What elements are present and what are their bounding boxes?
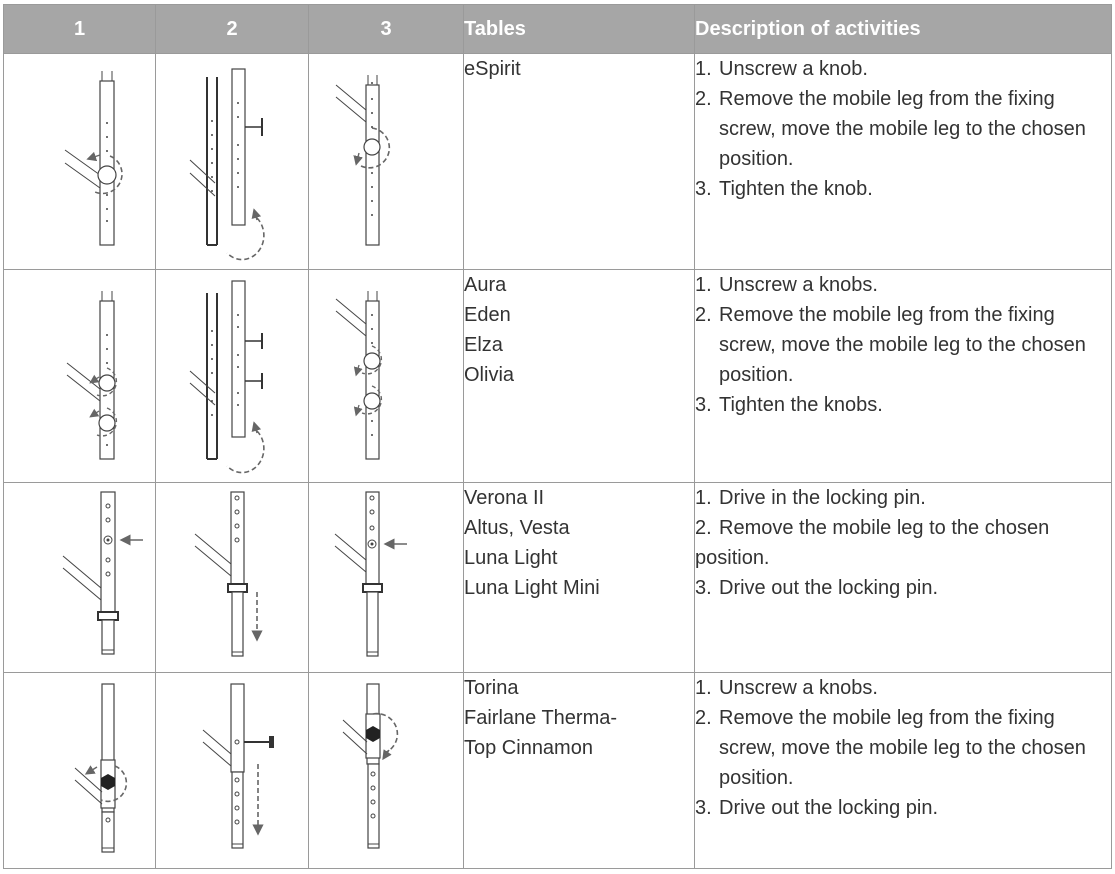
leg-knob-unscrew-illustration <box>5 55 155 269</box>
tables-cell <box>464 673 695 869</box>
step-item: 3. Drive out the locking pin. <box>695 797 939 819</box>
table-model: Torina <box>464 677 519 699</box>
step-item: 3. Tighten the knob. <box>695 178 873 200</box>
leg-adjustment-table <box>3 4 1112 869</box>
step-1-illustration <box>4 673 156 869</box>
table-row <box>4 673 1112 869</box>
header-col-3: 3 <box>309 5 464 54</box>
table-model: eSpirit <box>464 58 521 80</box>
step-1-illustration <box>4 54 156 270</box>
step-item: 1. Unscrew a knobs. <box>695 677 878 699</box>
step-item: 2. Remove the mobile leg from the fixing screw, move the mobile leg to the chosen position. <box>695 707 1086 789</box>
locking-pin-out-illustration <box>311 484 461 672</box>
tables-cell <box>464 483 695 673</box>
tables-cell <box>464 270 695 483</box>
step-2-illustration <box>156 54 309 270</box>
step-3-illustration <box>309 483 464 673</box>
leg-two-knobs-unscrew-illustration <box>5 271 155 482</box>
table-model: Luna Light Mini <box>464 577 600 599</box>
step-item: 3. Tighten the knobs. <box>695 394 883 416</box>
table-model: Eden <box>464 304 511 326</box>
description-cell <box>695 673 1112 869</box>
leg-two-knobs-tighten-illustration <box>311 271 461 482</box>
hex-knob-tighten-illustration <box>311 674 461 868</box>
description-cell <box>695 483 1112 673</box>
header-tables: Tables <box>464 5 695 54</box>
leg-knob-tighten-illustration <box>311 55 461 269</box>
step-item: 3. Drive out the locking pin. <box>695 577 939 599</box>
step-item: 1. Unscrew a knobs. <box>695 274 878 296</box>
table-model: Top Cinnamon <box>464 737 593 759</box>
step-item: 1. Unscrew a knob. <box>695 58 868 80</box>
table-model: Elza <box>464 334 503 356</box>
leg-move-two-screws-illustration <box>157 271 307 482</box>
table-row <box>4 54 1112 270</box>
header-col-1: 1 <box>4 5 156 54</box>
step-3-illustration <box>309 673 464 869</box>
step-3-illustration <box>309 270 464 483</box>
hex-knob-unscrew-illustration <box>5 674 155 868</box>
table-model: Verona II <box>464 487 545 509</box>
table-model: Aura <box>464 274 507 296</box>
step-2-illustration <box>156 673 309 869</box>
step-2-illustration <box>156 483 309 673</box>
step-1-illustration <box>4 483 156 673</box>
step-2-illustration <box>156 270 309 483</box>
tables-cell <box>464 54 695 270</box>
step-item: 2. Remove the mobile leg to the chosen position. <box>695 517 1050 569</box>
header-col-2: 2 <box>156 5 309 54</box>
table-model: Altus, Vesta <box>464 517 570 539</box>
leg-slide-down-illustration <box>157 484 307 672</box>
table-model: Olivia <box>464 364 515 386</box>
step-item: 1. Drive in the locking pin. <box>695 487 926 509</box>
step-3-illustration <box>309 54 464 270</box>
header-row <box>4 5 1112 54</box>
description-cell <box>695 54 1112 270</box>
table-row <box>4 270 1112 483</box>
step-item: 2. Remove the mobile leg from the fixing screw, move the mobile leg to the chosen position. <box>695 304 1086 386</box>
step-1-illustration <box>4 270 156 483</box>
description-cell <box>695 270 1112 483</box>
table-row <box>4 483 1112 673</box>
pin-pull-slide-illustration <box>157 674 307 868</box>
step-item: 2. Remove the mobile leg from the fixing screw, move the mobile leg to the chosen position. <box>695 88 1086 170</box>
leg-move-illustration <box>157 55 307 269</box>
table-model: Luna Light <box>464 547 558 569</box>
table-model: Fairlane Therma- <box>464 707 618 729</box>
header-description: Description of activities <box>695 5 1112 54</box>
locking-pin-in-illustration <box>5 484 155 672</box>
